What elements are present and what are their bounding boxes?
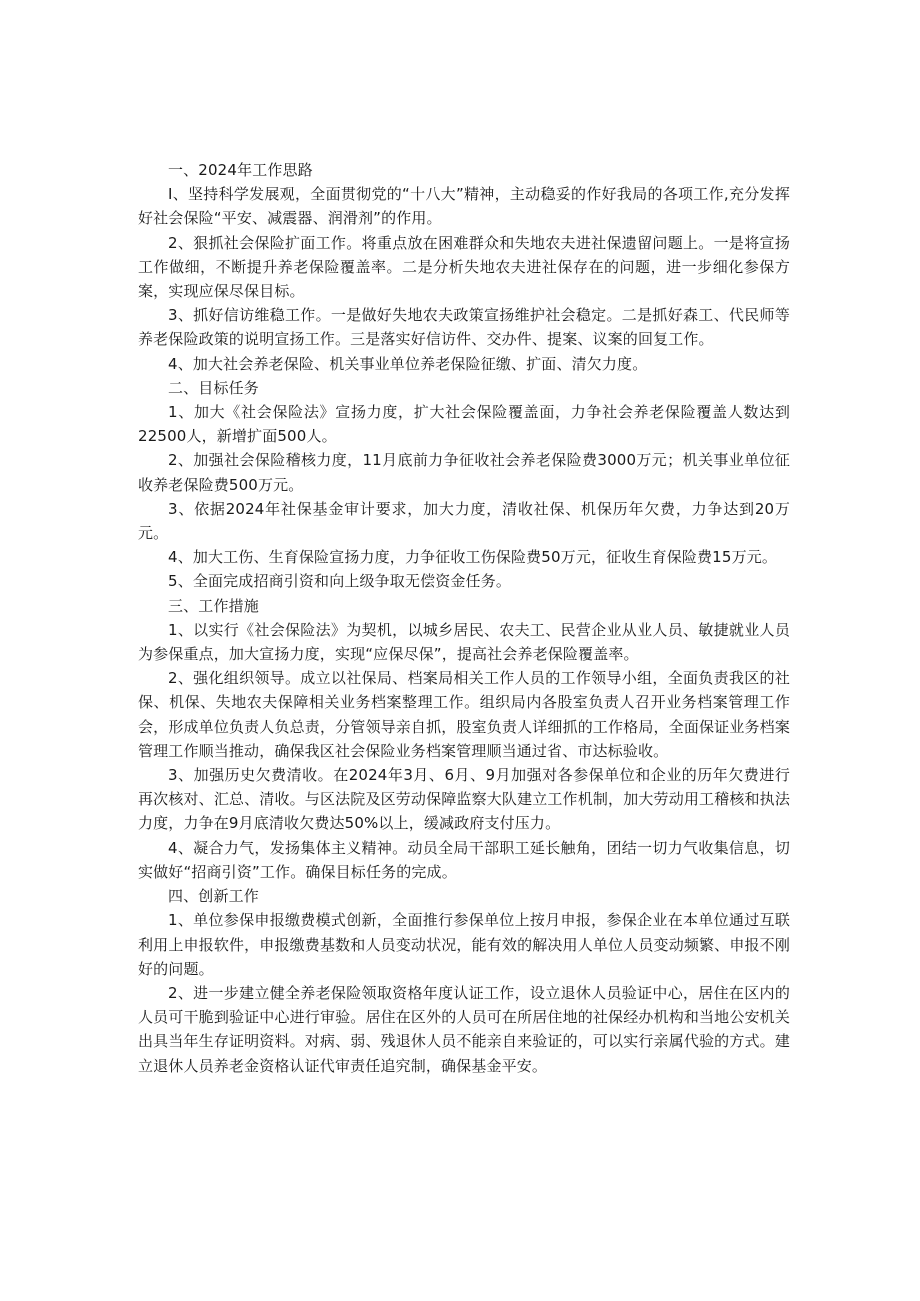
paragraph: I、坚持科学发展观，全面贯彻党的“十八大”精神，主动稳妥的作好我局的各项工作,充分发挥好社会保险“平安、减震器、润滑剂”的作用。 (138, 185, 790, 228)
paragraph: 3、抓好信访维稳工作。一是做好失地农夫政策宣扬维护社会稳定。二是抓好森工、代民师等养老保险政策的说明宣扬工作。三是落实好信访件、交办件、提案、议案的回复工作。 (138, 306, 790, 349)
section-heading: 二、目标任务 (168, 378, 259, 397)
section-heading: 一、2024年工作思路 (168, 161, 313, 179)
paragraph: 1、单位参保申报缴费模式创新，全面推行参保单位上按月申报，参保企业在本单位通过互联利用上申报软件，申报缴费基数和人员变动状况，能有效的解决用人单位人员变动频繁、申报不刚好的问题。 (138, 911, 790, 978)
paragraph: 2、强化组织领导。成立以社保局、档案局相关工作人员的工作领导小组，全面负责我区的社保、机保、失地农夫保障相关业务档案整理工作。组织局内各股室负责人召开业务档案管理工作会，形成单位负责人负总责，分管领导亲自抓，股室负责人详细抓的工作格局，全面保证业务档案管理工作顺当推动，确保我区社会保险业务档案管理顺当通过省、市达标验收。 (138, 669, 790, 760)
section-heading: 三、工作措施 (168, 596, 259, 615)
section-work-measures (138, 594, 790, 884)
section-innovation-work (138, 884, 790, 1078)
document-body (138, 158, 790, 1078)
paragraph: 3、加强历史欠费清收。在2024年3月、6月、9月加强对各参保单位和企业的历年欠费进行再次核对、汇总、清收。与区法院及区劳动保障监察大队建立工作机制，加大劳动用工稽核和执法力度，力争在9月底清收欠费达50%以上，缓减政府支付压力。 (138, 766, 790, 833)
paragraph: 2、狠抓社会保险扩面工作。将重点放在困难群众和失地农夫进社保遗留问题上。一是将宣扬工作做细，不断提升养老保险覆盖率。二是分析失地农夫进社保存在的问题，进一步细化参保方案，实现应保尽保目标。 (138, 233, 790, 301)
paragraph: 5、全面完成招商引资和向上级争取无偿资金任务。 (168, 572, 511, 591)
section-target-tasks (138, 376, 790, 594)
section-work-ideas (138, 158, 790, 376)
paragraph: 2、加强社会保险稽核力度，11月底前力争征收社会养老保险费3000万元；机关事业单位征收养老保险费500万元。 (138, 451, 790, 494)
paragraph: 1、以实行《社会保险法》为契机，以城乡居民、农夫工、民营企业从业人员、敏捷就业人员为参保重点，加大宣扬力度，实现“应保尽保”，提高社会养老保险覆盖率。 (138, 620, 790, 664)
paragraph: 2、进一步建立健全养老保险领取资格年度认证工作，设立退休人员验证中心，居住在区内的人员可干脆到验证中心进行审验。居住在区外的人员可在所居住地的社保经办机构和当地公安机关出具当年生存证明资料。对病、弱、残退休人员不能亲自来验证的，可以实行亲属代验的方式。建立退休人员养老金资格认证代审责任追究制，确保基金平安。 (138, 983, 790, 1075)
paragraph: 4、加大工伤、生育保险宣扬力度，力争征收工伤保险费50万元，征收生育保险费15万元。 (168, 548, 778, 567)
paragraph: 4、加大社会养老保险、机关事业单位养老保险征缴、扩面、清欠力度。 (168, 354, 648, 373)
section-heading: 四、创新工作 (168, 887, 259, 906)
paragraph: 1、加大《社会保险法》宣扬力度，扩大社会保险覆盖面，力争社会养老保险覆盖人数达到22500人，新增扩面500人。 (138, 403, 790, 446)
paragraph: 3、依据2024年社保基金审计要求，加大力度，清收社保、机保历年欠费，力争达到20万元。 (138, 499, 790, 543)
paragraph: 4、凝合力气，发扬集体主义精神。动员全局干部职工延长触角，团结一切力气收集信息，切实做好“招商引资”工作。确保目标任务的完成。 (138, 838, 790, 881)
